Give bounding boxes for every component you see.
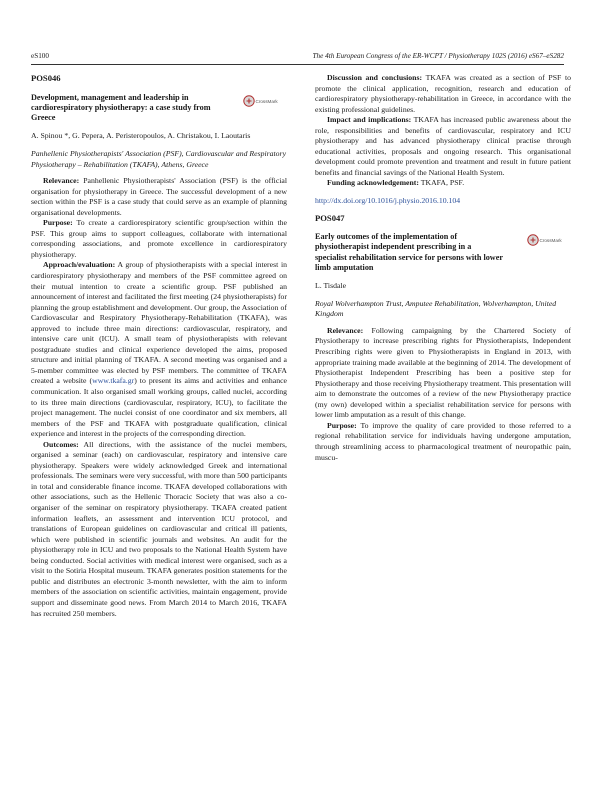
- affiliation-pos046: Panhellenic Physiotherapists' Association (PSF), Cardiovascular and Respiratory Physiotherapy – Rehabilitation (TKAFA), Athens, Greece: [31, 148, 287, 169]
- authors-pos046: A. Spinou *, G. Pepera, A. Peristeropoulos, A. Christakou, I. Laoutaris: [31, 131, 251, 141]
- tkafa-website-link[interactable]: www.tkafa.gr: [92, 376, 135, 386]
- purpose-paragraph: Purpose: To create a cardiorespiratory scientific group/section within the PSF. This group aims to support colleagues, collaborate with international corresponding associations, and promote excellence in cardiorespiratory physiotherapy.: [31, 218, 287, 259]
- impact-label: Impact and implications:: [327, 115, 412, 125]
- title-block-pos047: [315, 232, 571, 273]
- discussion-label: Discussion and conclusions:: [327, 73, 423, 82]
- impact-paragraph: Impact and implications: TKAFA has increased public awareness about the role, responsibilities and benefits of cardiovascular, respiratory and ICU physiotherapy and has advanced physiotherapy clinical practise through educational activities, proposals and ongoing research. This organisational development could promote prevention and treatment and result in future patient benefits and financial savings of the National Health System.: [315, 115, 571, 177]
- page-number: eS100: [31, 52, 49, 60]
- running-title: The 4th European Congress of the ER-WCPT / Physiotherapy 102S (2016) eS67–eS282: [312, 52, 564, 60]
- relevance-paragraph-pos047: Relevance: Following campaigning by the Chartered Society of Physiotherapy to increase prescribing rights for Physiotherapists, Independent Prescribing rights were given to Physiotherapists in England in 2013, with appropriate training made available at the beginning of 2014. The development of Physiotherapist Independent Prescribing has been a positive step for Physiotherapy and those receiving Physiotherapy treatment. This presentation will aim to demonstrate the outcomes of a review of the new Physiotherapy practice (my own) developed within a specialist rehabilitation service for persons with lower limb amputation as a result of this change.: [315, 325, 572, 420]
- abstract-id-pos046: POS046: [31, 73, 61, 83]
- abstract-title-pos047: Early outcomes of the implementation of physiotherapist independent prescribing in a specialist rehabilitation service for persons with lower limb amputation: [315, 232, 503, 272]
- relevance-label: Relevance:: [43, 176, 80, 186]
- svg-text:CrossMark: CrossMark: [255, 98, 278, 104]
- abstract-id-pos047: POS047: [315, 212, 345, 223]
- right-column: [315, 73, 571, 463]
- purpose-label-pos047: Purpose:: [327, 420, 357, 430]
- doi-link[interactable]: http://dx.doi.org/10.1016/j.physio.2016.10.104: [315, 196, 461, 206]
- abstract-title-pos046: Development, management and leadership in cardiorespiratory physiotherapy: a case study from Greece: [31, 92, 211, 123]
- purpose-label: Purpose:: [43, 218, 73, 228]
- discussion-paragraph: Discussion and conclusions: TKAFA was created as a section of PSF to promote the clinical application, recognition, research and education of cardiorespiratory physiotherapy-rehabilitation in Greece, in accordance with the existing professional guidelines.: [315, 73, 571, 114]
- relevance-paragraph: Relevance: Panhellenic Physiotherapists' Association (PSF) is the official organisation for physiotherapy in Greece. The successful development of a new section within the PSF is a case study that could serve as an example of planning organisational developments.: [31, 176, 288, 217]
- approach-paragraph: Approach/evaluation: A group of physiotherapists with a special interest in cardiorespiratory physiotherapy and members of the PSF committee agreed on their mutual intention to create a scientific group. PSF published an announcement of interest and facilitated the first meeting (24 physiotherapists) for planning the group establishment and development. Our group, the Association of Cardiovascular and Respiratory Physiotherapy-Rehabilitation (TKAFA), was approved to include three main directions: cardiovascular, respiratory, and intensive care unit (ICU). A small team of physiotherapists with relevant postgraduate studies and clinical experience developed the aims, proposed structure and initial planning of TKAFA. A second meeting was organised and a 5-member committee was elected by PSF members. The committee of TKAFA created a website (www.tkafa.gr) to present its aims and activities and enhance communication. It also organised small working groups, called nuclei, according to its three main directions (cardiovascular, respiratory, ICU), to facilitate the project management. The nuclei consist of one coordinator and six members, all members of the PSF and TKAFA with postgraduate qualification, clinical experience and interest in the projects of the corresponding direction.: [31, 260, 288, 439]
- title-block-pos046: [31, 93, 287, 124]
- svg-text:CrossMark: CrossMark: [539, 238, 562, 244]
- affiliation-pos047: Royal Wolverhampton Trust, Amputee Rehabilitation, Wolverhampton, United Kingdom: [315, 298, 557, 319]
- funding-label: Funding acknowledgement:: [327, 178, 419, 188]
- crossmark-icon[interactable]: [527, 232, 562, 248]
- running-header: [31, 50, 564, 65]
- funding-paragraph: Funding acknowledgement: TKAFA, PSF.: [327, 178, 465, 188]
- left-column: [31, 73, 287, 619]
- authors-pos047: L. Tisdale: [315, 281, 347, 291]
- crossmark-icon[interactable]: [243, 93, 278, 109]
- relevance-label-pos047: Relevance:: [327, 325, 364, 335]
- outcomes-label: Outcomes:: [43, 439, 79, 449]
- purpose-paragraph-pos047: Purpose: To improve the quality of care provided to those referred to a regional rehabilitation service for individuals having undergone amputation, through streamlining access to pharmacological treatment of neuropathic pain, muscu-: [315, 420, 571, 462]
- approach-label: Approach/evaluation:: [43, 260, 116, 270]
- outcomes-paragraph: Outcomes: All directions, with the assistance of the nuclei members, organised a seminar (each) on cardiovascular, respiratory and intensive care physiotherapy. Speakers were widely acknowledged Greek and international professionals. The seminars were very successful, with more than 500 participants in total and considerable finance income. TKAFA developed collaborations with other associations, such as the Hellenic Thoracic Society that was also a co-organiser of the seminar on respiratory physiotherapy. TKAFA created patient information leaflets, an assessment and intervention ICU protocol, and translations of European guidelines on cardiovascular and critical ill patients, which were published in scientific journals and websites. An audit for the physiotherapy role in ICU and two proposals to the National Health System have being conducted. Social activities with medical interest were organised, such as a visit to the Sotiria Hospital museum. TKAFA generates position statements for the public and distributes an electronic 3-month newsletter, with the aim to inform members of the association on scientific activities, maintain engagement, provide support and disseminate good news. From March 2014 to March 2016, TKAFA has recruited 250 members.: [31, 439, 287, 618]
